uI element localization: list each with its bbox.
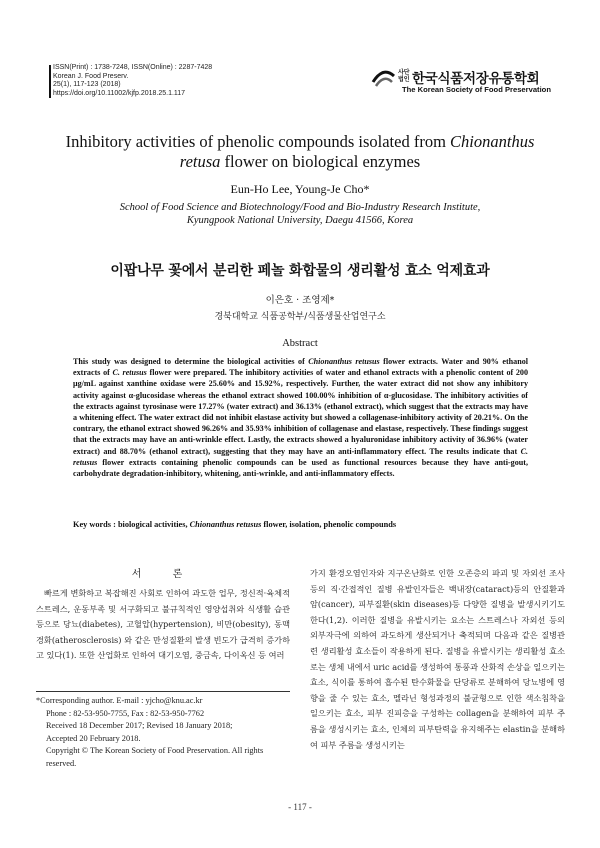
abstract-text: This study was designed to determine the biological activities of [73,357,309,366]
logo-korean-name: 한국식품저장유통학회 [412,71,540,87]
contact-phone: Phone : 82-53-950-7755, Fax : 82-53-950-7762 [46,708,205,718]
keywords-species: Chionanthus retusus [189,520,262,529]
abstract-text: flower were prepared. The inhibitory activities of water and ethanol extracts with a phenolic content of 200 μg/mL against xanthine oxidase were 25.60% and 15.92%, respectively. Further, the water extract did not show any inhibitory activity against α-glucosidase whereas the ethanol extract showed 100.00% inhibition of α-glucosidase. The inhibitory activities of the extracts against tyrosinase were 17.27% (water extract) and 36.13% (ethanol extract), which suggest that the extracts may have a whitening effect. The water extract did not inhibit elastase activity but showed a collagenase-inhibitory activity of 20.21%. On the contrary, the ethanol extract showed 96.26% and 35.93% inhibition of collagenase and elastase, respectively. These findings suggest that the extracts may have an anti-wrinkle effect. Lastly, the extracts showed a hyaluronidase inhibitory activity of 36.96% (water extract) and 88.70% (ethanol extract), suggesting that they may have an anti-inflammatory effect. The results indicate that [73,368,529,456]
logo-english-name: The Korean Society of Food Preservation [402,85,551,94]
intro-paragraph: 빠르게 변화하고 복잡해진 사회로 인하여 과도한 업무, 정신적·육체적 스트레스, 운동부족 및 서구화되고 불규칙적인 영양섭취와 식생활 습관 등으로 당뇨(diabetes), 고혈압(hypertension), 비만(obesity), 동맥경화(atherosclerosis) 와 같은 만성질환의 발생 빈도가 급격히 증가하고 있다(1). 또한 산업화로 인하여 대기오염, 중금속, 다이옥신 등 여러 [36,588,290,661]
affiliation-line2: Kyungpook National University, Daegu 41566, Korea [186,215,414,226]
affiliation-line1: School of Food Science and Biotechnology/Food and Bio-Industry Research Institute, [119,202,481,213]
abstract-text: flower extracts containing phenolic compounds can be used as functional resources because they have anti-gout, carbohydrate degradation-inhibitory, whitening, anti-wrinkle, and anti-inflammatory effects. [73,457,528,479]
korean-title: 이팝나무 꽃에서 분리한 페놀 화합물의 생리활성 효소 억제효과 [110,263,490,279]
abstract-species: C. retusus [112,368,147,378]
copyright: Copyright © The Korean Society of Food Preservation. All rights reserved. [46,746,264,768]
paper-title [40,132,560,172]
korean-authors: 이은호 · 조영제* [265,295,335,306]
page-number: - 117 - [288,802,312,812]
keywords-text: biological activities, [117,520,190,529]
accepted-date: Accepted 20 February 2018. [46,733,141,743]
journal-line: Korean J. Food Preserv. [53,72,129,80]
left-column-text [36,586,290,664]
journal-info [53,64,313,98]
korean-affiliation: 경북대학교 식품공학부/식품생물산업연구소 [214,312,386,322]
society-logo [370,66,570,94]
keywords-text: flower, isolation, phenolic compounds [261,520,397,529]
section-heading-intro: 서 론 [131,569,197,580]
title-part1: Inhibitory activities of phenolic compounds isolated from [65,132,451,151]
footnote-divider [36,691,290,692]
corresponding-author: *Corresponding author. E-mail : yjcho@knu.ac.kr [36,696,203,705]
title-part2: flower on biological enzymes [220,152,421,171]
doi-link[interactable]: https://doi.org/10.11002/kjfp.2018.25.1.117 [53,89,186,97]
received-date: Received 18 December 2017; Revised 18 January 2018; [46,721,233,731]
volume-line: 25(1), 117-123 (2018) [53,81,121,89]
abstract-species: C. retusus [73,446,528,467]
affiliation [40,201,560,227]
footnote [36,695,290,771]
abstract-body [73,356,528,479]
author-list: Eun-Ho Lee, Young-Je Cho* [230,182,370,196]
header-bar [49,65,51,98]
right-column-text [310,566,565,753]
issn-line: ISSN(Print) : 1738-7248, ISSN(Online) : 2287-7428 [53,64,213,71]
abstract-heading: Abstract [282,338,318,349]
logo-small-text: 사단법인 [398,70,410,83]
abstract-text: flower extracts. Water and 90% ethanol extracts of [73,357,529,378]
keywords-label: Key words : [73,520,118,529]
intro-paragraph-cont: 가지 환경오염인자와 지구온난화로 인한 오존층의 파괴 및 자외선 조사 등의 직·간접적인 질병 유발인자들은 백내장(cataract)등의 안질환과 암(cancer), 피부질환(skin diseases)등 다양한 질병을 발생시키기도 한다(1,2). 이러한 질병을 유발시키는 요소는 스트레스나 자외선 등의 외부자극에 의하여 과도하게 생산되거나 축적되며 다음과 같은 질병관련 생리활성 효소들이 작용하게 된다. 질병을 유발시키는 생리활성 효소로는 생체 내에서 uric acid를 생성하여 통풍과 산화적 손상을 일으키는 효소, 식이를 통하여 흡수된 탄수화물을 단당류로 분해하여 당뇨병에 영향을 줄 수 있는 효소, 멜라닌 형성과정의 불균형으로 인한 색소침착을 일으키는 효소, 피부 진피층을 구성하는 collagen을 분해하여 피부 주름을 생성시키는 효소, 인체의 피부탄력을 유지해주는 elastin을 분해하여 피부 주름을 생성시키는 [310,568,565,750]
title-genus: Chionanthus [450,132,535,151]
title-epithet: retusa [179,152,221,171]
abstract-species: Chionanthus retusus [308,357,380,366]
keywords [73,520,528,529]
society-logo-icon [370,68,396,88]
